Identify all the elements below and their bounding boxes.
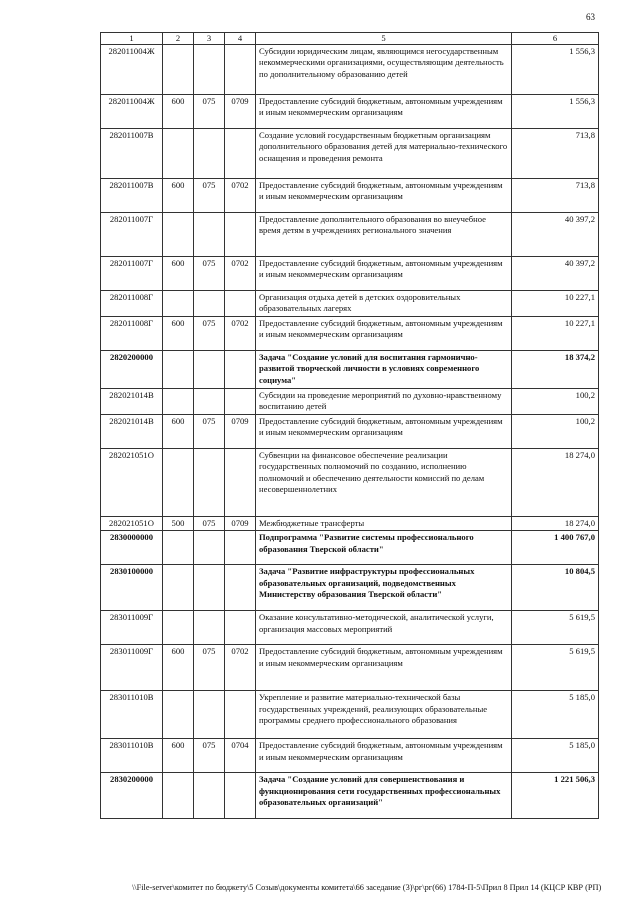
row-section-code: 0704 [225,739,256,773]
row-amount: 5 619,5 [512,645,599,691]
row-expense-type: 500 [163,517,194,531]
row-description: Субсидии юридическим лицам, являющимся негосударственным некоммерческими организациями, осуществляющим деятельность по дополнительному образованию детей [256,45,512,95]
row-amount: 1 556,3 [512,95,599,129]
row-code: 2830200000 [101,773,163,819]
row-ministry-code: 075 [194,317,225,351]
row-section-code: 0702 [225,179,256,213]
row-code: 282011008Г [101,317,163,351]
row-description: Подпрограмма "Развитие системы профессионального образования Тверской области" [256,531,512,565]
row-code: 2820200000 [101,351,163,389]
row-description: Создание условий государственным бюджетным организациям дополнительного образования детей для материально-технического оснащения и проведения ремонта [256,129,512,179]
row-amount: 713,8 [512,179,599,213]
row-section-code [225,611,256,645]
row-description: Оказание консультативно-методической, аналитической услуги, организация массовых мероприятий [256,611,512,645]
row-expense-type [163,351,194,389]
row-description: Предоставление субсидий бюджетным, автономным учреждениям и иным некоммерческим организациям [256,317,512,351]
column-header: 2 [163,33,194,45]
row-expense-type: 600 [163,179,194,213]
row-ministry-code [194,389,225,415]
row-expense-type: 600 [163,257,194,291]
row-amount: 40 397,2 [512,213,599,257]
row-section-code [225,129,256,179]
row-description: Предоставление субсидий бюджетным, автономным учреждениям и иным некоммерческим организациям [256,179,512,213]
table-row [101,351,599,389]
table-row [101,129,599,179]
table-row [101,213,599,257]
row-expense-type: 600 [163,317,194,351]
row-code: 283011010В [101,739,163,773]
row-description: Задача "Развитие инфраструктуры профессиональных образовательных организаций, подведомственных Министерству образования Тверской области" [256,565,512,611]
row-section-code: 0709 [225,415,256,449]
table-row [101,179,599,213]
table-row [101,95,599,129]
row-ministry-code [194,351,225,389]
column-header: 3 [194,33,225,45]
row-expense-type [163,773,194,819]
row-ministry-code [194,611,225,645]
row-code: 282011007Г [101,213,163,257]
row-amount: 5 619,5 [512,611,599,645]
row-code: 282011004Ж [101,45,163,95]
row-ministry-code: 075 [194,739,225,773]
budget-table [100,32,599,819]
column-header: 1 [101,33,163,45]
row-description: Укрепление и развитие материально-технической базы государственных учреждений, реализующих образовательные программы среднего профессионального образования [256,691,512,739]
table-row [101,317,599,351]
row-expense-type: 600 [163,415,194,449]
row-ministry-code: 075 [194,415,225,449]
row-code: 2830000000 [101,531,163,565]
table-body [101,45,599,819]
table-row [101,415,599,449]
table-row [101,257,599,291]
row-description: Предоставление субсидий бюджетным, автономным учреждениям и иным некоммерческим организациям [256,645,512,691]
row-amount: 10 227,1 [512,317,599,351]
row-ministry-code: 075 [194,257,225,291]
row-section-code [225,389,256,415]
table-row [101,691,599,739]
row-code: 282021014В [101,389,163,415]
row-description: Задача "Создание условий для воспитания гармонично-развитой творческой личности в условиях современного социума" [256,351,512,389]
header-row [101,33,599,45]
row-code: 282011008Г [101,291,163,317]
row-ministry-code [194,691,225,739]
row-code: 282011007Г [101,257,163,291]
row-expense-type: 600 [163,739,194,773]
row-code: 282021014В [101,415,163,449]
row-code: 282011007В [101,179,163,213]
row-description: Предоставление субсидий бюджетным, автономным учреждениям и иным некоммерческим организациям [256,739,512,773]
table-row [101,739,599,773]
row-code: 282021051О [101,449,163,517]
row-amount: 18 274,0 [512,517,599,531]
row-ministry-code [194,213,225,257]
table-row [101,611,599,645]
table-row [101,773,599,819]
row-code: 2830100000 [101,565,163,611]
row-description: Субвенции на финансовое обеспечение реализации государственных полномочий по созданию, исполнению полномочий и обеспечению деятельности комиссий по делам несовершеннолетних [256,449,512,517]
row-expense-type [163,45,194,95]
row-section-code: 0702 [225,645,256,691]
row-code: 283011010В [101,691,163,739]
row-description: Предоставление субсидий бюджетным, автономным учреждениям и иным некоммерческим организациям [256,257,512,291]
row-section-code [225,291,256,317]
row-amount: 18 374,2 [512,351,599,389]
row-description: Субсидии на проведение мероприятий по духовно-нравственному воспитанию детей [256,389,512,415]
row-ministry-code [194,565,225,611]
table-row [101,565,599,611]
file-path-footer: \\File-server\комитет по бюджету\5 Созыв\документы комитета\66 заседание (3)\рг\рг(66) 1784-П-5\Прил 8 Прил 14 (КЦСР КВР (РП) [132,883,602,892]
row-code: 283011009Г [101,611,163,645]
row-amount: 100,2 [512,389,599,415]
column-header: 4 [225,33,256,45]
row-section-code [225,565,256,611]
row-expense-type [163,691,194,739]
table-row [101,291,599,317]
row-description: Предоставление дополнительного образования во внеучебное время детям в учреждениях регионального значения [256,213,512,257]
row-expense-type [163,531,194,565]
row-code: 282011004Ж [101,95,163,129]
row-amount: 10 227,1 [512,291,599,317]
row-ministry-code [194,129,225,179]
row-amount: 1 556,3 [512,45,599,95]
table-row [101,531,599,565]
row-section-code: 0709 [225,517,256,531]
row-expense-type: 600 [163,645,194,691]
row-section-code [225,213,256,257]
row-description: Организация отдыха детей в детских оздоровительных образовательных лагерях [256,291,512,317]
table-row [101,449,599,517]
row-expense-type [163,389,194,415]
row-amount: 713,8 [512,129,599,179]
row-section-code [225,351,256,389]
row-section-code [225,531,256,565]
row-section-code [225,773,256,819]
row-amount: 40 397,2 [512,257,599,291]
row-description: Предоставление субсидий бюджетным, автономным учреждениям и иным некоммерческим организациям [256,95,512,129]
row-expense-type [163,129,194,179]
row-ministry-code [194,45,225,95]
row-ministry-code [194,773,225,819]
row-ministry-code: 075 [194,179,225,213]
row-description: Задача "Создание условий для совершенствования и функционирования сети государственных профессиональных образовательных организаций" [256,773,512,819]
row-expense-type [163,611,194,645]
row-description: Предоставление субсидий бюджетным, автономным учреждениям и иным некоммерческим организациям [256,415,512,449]
row-ministry-code [194,291,225,317]
row-code: 282011007В [101,129,163,179]
row-description: Межбюджетные трансферты [256,517,512,531]
row-expense-type [163,449,194,517]
row-code: 282021051О [101,517,163,531]
table-row [101,45,599,95]
row-section-code [225,45,256,95]
row-amount: 1 221 506,3 [512,773,599,819]
row-amount: 5 185,0 [512,691,599,739]
row-ministry-code: 075 [194,517,225,531]
row-section-code [225,691,256,739]
row-amount: 10 804,5 [512,565,599,611]
row-expense-type [163,213,194,257]
row-ministry-code: 075 [194,645,225,691]
row-ministry-code [194,531,225,565]
row-amount: 100,2 [512,415,599,449]
row-section-code [225,449,256,517]
table-row [101,645,599,691]
row-ministry-code: 075 [194,95,225,129]
row-section-code: 0709 [225,95,256,129]
row-amount: 5 185,0 [512,739,599,773]
row-section-code: 0702 [225,257,256,291]
table-row [101,517,599,531]
row-expense-type: 600 [163,95,194,129]
row-expense-type [163,565,194,611]
column-header: 6 [512,33,599,45]
table-row [101,389,599,415]
row-section-code: 0702 [225,317,256,351]
page-number: 63 [586,12,595,22]
row-amount: 18 274,0 [512,449,599,517]
row-code: 283011009Г [101,645,163,691]
row-amount: 1 400 767,0 [512,531,599,565]
row-expense-type [163,291,194,317]
column-header: 5 [256,33,512,45]
row-ministry-code [194,449,225,517]
